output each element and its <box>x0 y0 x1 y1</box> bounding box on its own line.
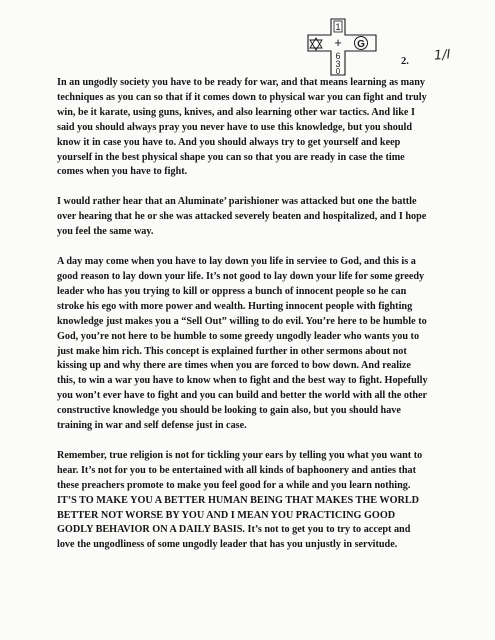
page-number: 2. <box>401 56 409 67</box>
paragraph-2: I would rather hear that an Aluminate’ parishioner was attacked but one the battle over hearing that he or she was attacked severely beaten and hospitalized, and I hope you feel the same way. <box>57 196 427 238</box>
emblem-char-right: G <box>357 39 365 50</box>
emblem-char-lower2: 3 <box>335 59 341 69</box>
emblem-char-bottom: 0 <box>335 67 341 76</box>
emblem-char-lower1: 6 <box>335 51 341 61</box>
paragraph-3: A day may come when you have to lay down you life in serviee to God, and this is a good reason to lay down your life. It’s not good to lay down your life for some greedy leader who has you trying to kill or oppress a bunch of innocent people so he can stroke his ego with more power and wealth. Hurting innocent people with fighting knowledge just makes you a “Sell Out” willing to do evil. You’re here to be humble to God, you’re not here to be humble to some greedy ungodly leader who wants you to just make him rich. This concept is explained further in other sermons about not kissing up and why there are times when you are forced to bow down. And realize this, to win a war you have to know when to fight and the best way to fight. Hopefully you won’t ever have to fight and you can build and better the world with all the other constructive knowledge you should be looking to gain also, but you should have training in war and self defense just in case. <box>57 256 428 432</box>
paragraph-1: In an ungodly society you have to be ready for war, and that means learning as many techniques as you can so that if it comes down to physical war you can fight and truly win, be it karate, using guns, knives, and also learning other war tactics. And like I said you should always pray you never have to use this knowledge, but you should know it in case you have to. And you should always try to get yourself and keep yourself in the best physical shape you can so that you are ready in case the time comes when you have to fight. <box>57 77 427 178</box>
cross-emblem-icon <box>306 18 378 76</box>
paragraph-4: Remember, true religion is not for tickling your ears by telling you what you want to hear. It’s not for you to be entertained with all kinds of baphoonery and anties that these preachers promote to make you feel good for a while and you learn nothing. IT’S TO MAKE YOU A BETTER HUMAN BEING THAT MAKES THE WORLD BETTER NOT WORSE BY YOU AND I MEAN YOU PRACTICING GOOD GODLY BEHAVIOR ON A DAILY BASIS. It’s not to get you to try to accept and love the ungodliness of some ungodly leader that has you unjustly in servitude. <box>57 449 423 551</box>
emblem-char-top: 1 <box>335 22 341 32</box>
sermon-body <box>57 76 429 568</box>
handwritten-annotation: 1/I <box>433 47 452 64</box>
cross-emblem-drawing <box>306 18 378 76</box>
emblem-char-center: + <box>334 35 342 50</box>
